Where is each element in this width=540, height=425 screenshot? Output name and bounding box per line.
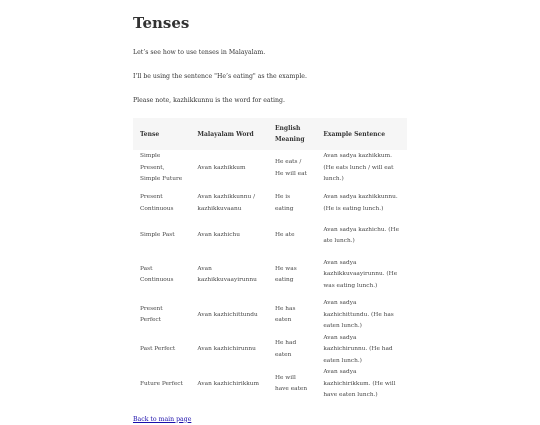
table-row [133,333,407,368]
intro-paragraph: Let’s see how to use tenses in Malayalam. [133,49,266,56]
table-cell: He has eaten [274,305,296,324]
table-cell: Avan sadya kazhichirikkum. (He will have eaten lunch.) [323,369,396,398]
column-header-english-meaning: English Meaning [268,118,316,150]
table-cell: He eats / He will eat [274,159,307,177]
table-cell: Simple Present, Simple Future [140,153,183,183]
intro-paragraph: Please note, kazhikkunnu is the word for eating. [133,97,285,104]
table-header-row [133,118,407,150]
page-title: Tenses [133,14,190,32]
column-header-tense: Tense [133,118,190,150]
table-cell: He was eating [274,265,297,283]
table-row [133,150,407,187]
table-cell: Simple Past [140,232,175,239]
table-cell: He had eaten [274,340,297,358]
article [133,14,408,425]
table-cell: Avan kazhichirunnu [197,346,256,352]
table-cell: Present Continuous [140,194,174,212]
table-row [133,187,407,220]
table-cell: Present Perfect [140,305,163,324]
tenses-table [133,118,407,402]
table-cell: Avan sadya kazhikkum. (He eats lunch / will eat lunch.) [323,153,394,183]
table-cell: Avan sadya kazhichu. (He ate lunch.) [323,226,400,244]
table-cell: Avan kazhichittundu [197,311,258,318]
intro-paragraph: I’ll be using the sentence "He’s eating" as the example. [133,73,307,80]
table-cell: He is eating [274,194,294,212]
table-cell: Avan kazhichu [197,232,240,239]
table-cell: He ate [274,232,295,239]
table-cell: Future Perfect [140,380,183,387]
table-row [133,220,407,252]
table-cell: Avan sadya kazhichirunnu. (He had eaten lunch.) [323,334,393,364]
table-cell: Avan sadya kazhikkuvaayirunnu. (He was eating lunch.) [323,259,398,289]
table-row [133,298,407,333]
table-cell: Avan kazhikkuvaayirunnu [197,265,257,283]
table-cell: Past Continuous [140,265,174,283]
table-cell: Avan sadya kazhichittundu. (He has eaten lunch.) [323,300,394,329]
table-row [133,252,407,298]
back-to-main-link[interactable]: Back to main page [133,415,192,423]
table-cell: Avan kazhikkum [197,164,246,171]
table-cell: Avan kazhikkunnu / kazhikkuvaanu [197,194,256,212]
table-cell: Past Perfect [140,346,176,352]
table-row [133,367,407,402]
table-cell: Avan kazhichirikkum [197,380,259,387]
column-header-malayalam-word: Malayalam Word [190,118,268,150]
table-cell: He will have eaten [274,374,308,393]
column-header-example-sentence: Example Sentence [316,118,407,150]
table-cell: Avan sadya kazhikkunnu. (He is eating lunch.) [323,194,398,212]
